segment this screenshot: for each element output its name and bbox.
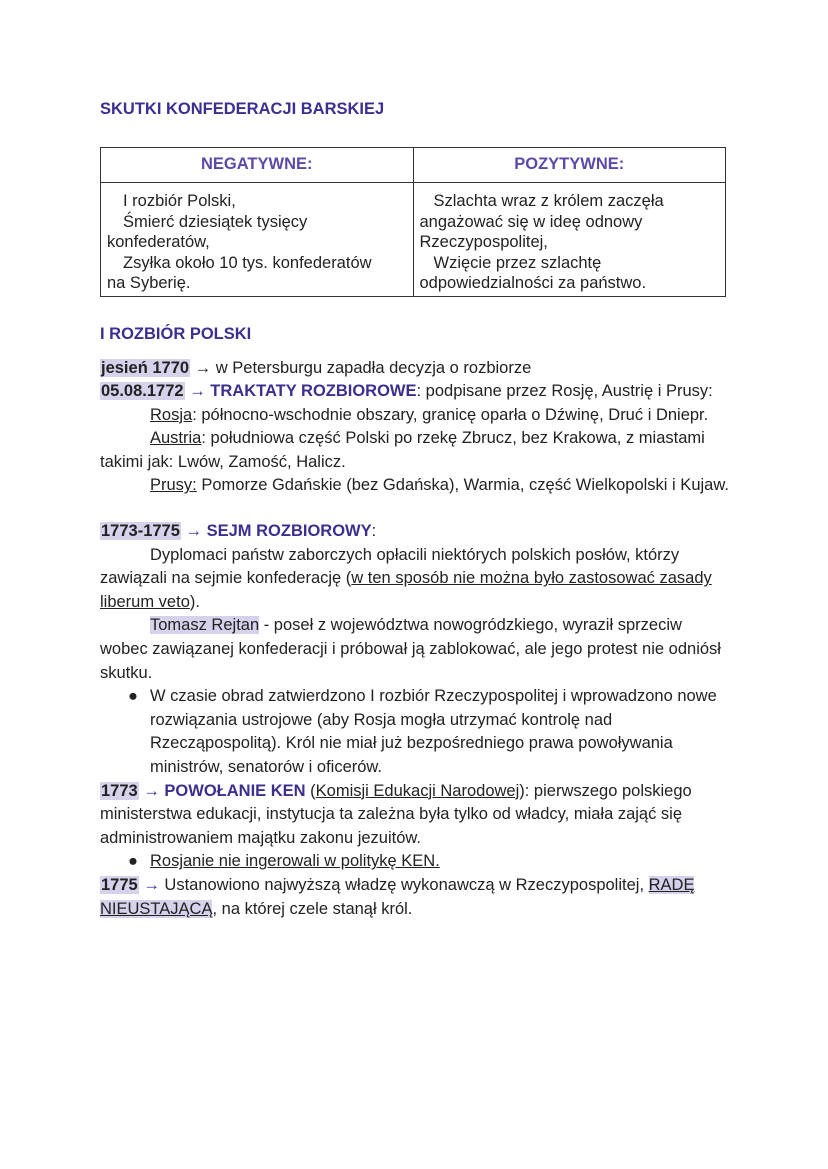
event-1773 <box>100 780 730 851</box>
date-label: 1773-1775 <box>101 522 180 541</box>
bullet-list <box>100 685 730 779</box>
paragraph-end: ). <box>189 592 200 611</box>
arrow: → <box>189 382 206 401</box>
event-text: : podpisane przez Rosję, Austrię i Prusy: <box>416 382 713 401</box>
negative-item: I rozbiór Polski, <box>123 192 236 210</box>
date-label: jesień 1770 <box>101 358 190 377</box>
date-label: 1775 <box>101 875 138 894</box>
partition-rosja <box>100 404 730 428</box>
underlined-note: w ten sposób nie można było zastosować zasady liberum veto <box>100 569 712 611</box>
event-text: Ustanowiono najwyższą władzę wykonawczą w Rzeczypospolitej, <box>159 875 649 894</box>
negative-item: Zsyłka około 10 tys. konfederatów <box>123 253 372 272</box>
diplomats-paragraph <box>100 544 730 615</box>
negative-cell <box>101 183 414 297</box>
partition-text: : północno-wschodnie obszary, granicę oparła o Dźwinę, Druć i Dniepr. <box>192 405 709 424</box>
bullet-text: W czasie obrad zatwierdzono I rozbiór Rzeczypospolitej i wprowadzono nowe rozwiązania ustrojowe (aby Rosja mogła utrzymać kontrolę nad Rzecząpospolitą). Król nie miał już bezpośredniego prawa powoływania ministrów, senatorów i oficerów. <box>150 687 717 776</box>
date-label: 05.08.1772 <box>101 382 184 401</box>
partition-text: Pomorze Gdańskie (bez Gdańska), Warmia, część Wielkopolski i Kujaw. <box>196 476 729 495</box>
event-1772 <box>100 380 730 404</box>
event-1773-1775 <box>100 520 730 544</box>
positive-item: angażować się w ideę odnowy <box>419 212 643 231</box>
event-title: TRAKTATY ROZBIOROWE <box>210 382 417 401</box>
header-positive: POZYTYWNE: <box>413 148 726 183</box>
bullet-list <box>100 850 730 874</box>
country-label: Austria <box>150 429 202 448</box>
highlighted-term: RADĘ NIEUSTAJĄCĄ <box>100 875 695 918</box>
bullet-icon: ● <box>128 687 138 706</box>
negative-item: na Syberię. <box>107 274 191 292</box>
arrow: → <box>194 358 212 377</box>
positive-cell <box>413 183 726 297</box>
arrow: → <box>143 875 160 894</box>
arrow: → <box>143 781 160 800</box>
positive-item: Wzięcie przez szlachtę <box>433 253 602 272</box>
underlined-note: Komisji Edukacji Narodowej <box>315 781 520 800</box>
document-page <box>100 98 730 921</box>
event-text: ): pierwszego polskiego ministerstwa edukacji, instytucja ta zależna była tylko od władcy, miała zająć się administrowaniem majątku zakonu jezuitów. <box>100 781 692 847</box>
bullet-text: Rosjanie nie ingerowali w politykę KEN. <box>150 852 440 871</box>
positive-item: Rzeczypospolitej, <box>419 233 548 251</box>
country-label: Prusy: <box>150 476 197 495</box>
header-negative: NEGATYWNE: <box>101 148 414 183</box>
list-item <box>128 850 730 874</box>
section-title: I ROZBIÓR POLSKI <box>100 324 252 343</box>
rejtan-paragraph <box>100 614 730 685</box>
positive-item: Szlachta wraz z królem zaczęła <box>433 192 664 210</box>
event-text: w Petersburgu zapadła decyzja o rozbiorze <box>211 358 532 377</box>
positive-item: odpowiedzialności za państwo. <box>419 274 647 292</box>
event-title: SEJM ROZBIOROWY <box>206 522 372 541</box>
event-text: : <box>371 522 377 541</box>
negative-item: konfederatów, <box>107 233 210 251</box>
paragraph-text: Dyplomaci państw zaborczych opłacili niektórych polskich posłów, którzy zawiązali na sejmie konfederację ( <box>100 545 680 588</box>
event-end: , na której czele stanął król. <box>212 899 413 918</box>
highlighted-name: Tomasz Rejtan <box>150 616 260 635</box>
effects-table <box>100 147 726 297</box>
page-title: SKUTKI KONFEDERACJI BARSKIEJ <box>100 100 385 118</box>
paragraph-text: - poseł z województwa nowogródzkiego, wyraził sprzeciw wobec zawiązanej konfederacji i próbował ją zablokować, ale jego protest nie odniósł skutku. <box>100 616 721 682</box>
date-label: 1773 <box>101 781 138 800</box>
bullet-icon: ● <box>128 852 138 871</box>
partition-prusy <box>100 474 730 498</box>
partition-text: : południowa część Polski po rzekę Zbrucz, bez Krakowa, z miastami takimi jak: Lwów, Zamość, Halicz. <box>100 429 705 471</box>
arrow: → <box>185 522 203 541</box>
paren-open: ( <box>305 781 316 800</box>
partition-austria <box>100 427 730 474</box>
negative-item: Śmierć dziesiątek tysięcy <box>123 212 308 231</box>
event-1775 <box>100 874 730 921</box>
list-item <box>128 685 730 779</box>
country-label: Rosja <box>150 405 193 424</box>
event-title: POWOŁANIE KEN <box>164 781 306 800</box>
event-1770 <box>100 357 730 381</box>
